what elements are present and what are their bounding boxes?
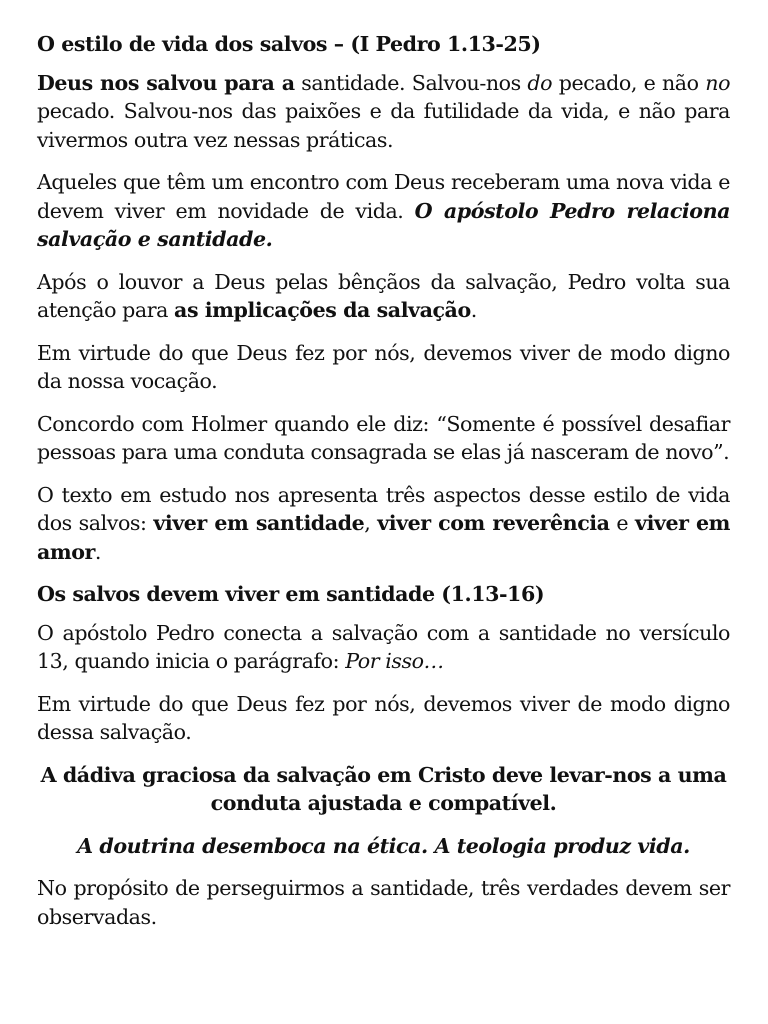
italic-por-isso: Por isso… xyxy=(345,649,444,673)
paragraph-verse-13 xyxy=(37,619,730,676)
paragraph-worthy-salvation: Em virtude do que Deus fez por nós, devemos viver de modo digno dessa salvação. xyxy=(37,691,730,744)
italic-no: no xyxy=(705,70,731,95)
text-run: , xyxy=(364,511,378,535)
text-run: Após o louvor a Deus pelas bênçãos da salvação, Pedro volta sua atenção para xyxy=(37,269,730,322)
text-run: O texto em estudo nos apresenta três aspectos desse estilo de vida dos salvos: xyxy=(37,482,730,535)
paragraph-new-life xyxy=(37,168,730,254)
paragraph-vocation: Em virtude do que Deus fez por nós, devemos viver de modo digno da nossa vocação. xyxy=(37,340,730,393)
page-title: O estilo de vida dos salvos – (I Pedro 1.13-25) xyxy=(37,32,541,56)
aspect-love: viver em amor xyxy=(37,511,730,564)
paragraph-three-aspects xyxy=(37,481,730,567)
text-run: santidade. Salvou-nos xyxy=(294,70,528,95)
paragraph-holmer-quote: Concordo com Holmer quando ele diz: “Somente é possível desafiar pessoas para uma conduta consagrada se elas já nasceram de novo”. xyxy=(37,411,730,464)
document-page xyxy=(37,30,730,945)
callout-doctrine-ethics: A doutrina desemboca na ética. A teologia produz vida. xyxy=(77,833,690,858)
text-run: . xyxy=(94,539,102,564)
italic-do: do xyxy=(527,70,553,95)
bold-implications: as implicações da salvação xyxy=(174,298,471,322)
aspect-holiness: viver em santidade xyxy=(153,511,365,535)
bold-lead: Deus nos salvou para a xyxy=(37,70,295,95)
section-heading: Os salvos devem viver em santidade (1.13-16) xyxy=(37,582,545,606)
paragraph-salvation-purpose xyxy=(37,69,730,155)
text-run: pecado. Salvou-nos das paixões e da futilidade da vida, e não para vivermos outra vez nessas práticas. xyxy=(37,99,730,152)
text-run: pecado, e não xyxy=(552,70,706,95)
callout-gift-of-salvation: A dádiva graciosa da salvação em Cristo deve levar-nos a uma conduta ajustada e compatível. xyxy=(40,762,727,815)
paragraph-three-truths: No propósito de perseguirmos a santidade, três verdades devem ser observadas. xyxy=(37,876,730,929)
aspect-reverence: viver com reverência xyxy=(377,511,610,535)
text-run: Aqueles que têm um encontro com Deus receberam uma nova vida e devem viver em novidade de vida. xyxy=(37,170,730,223)
text-run: . xyxy=(470,298,477,322)
paragraph-implications xyxy=(37,268,730,325)
text-run: e xyxy=(609,511,636,535)
text-run: O apóstolo Pedro conecta a salvação com a santidade no versículo 13, quando inicia o parágrafo: xyxy=(37,620,730,673)
bold-italic-statement: O apóstolo Pedro relaciona salvação e santidade. xyxy=(37,198,730,251)
